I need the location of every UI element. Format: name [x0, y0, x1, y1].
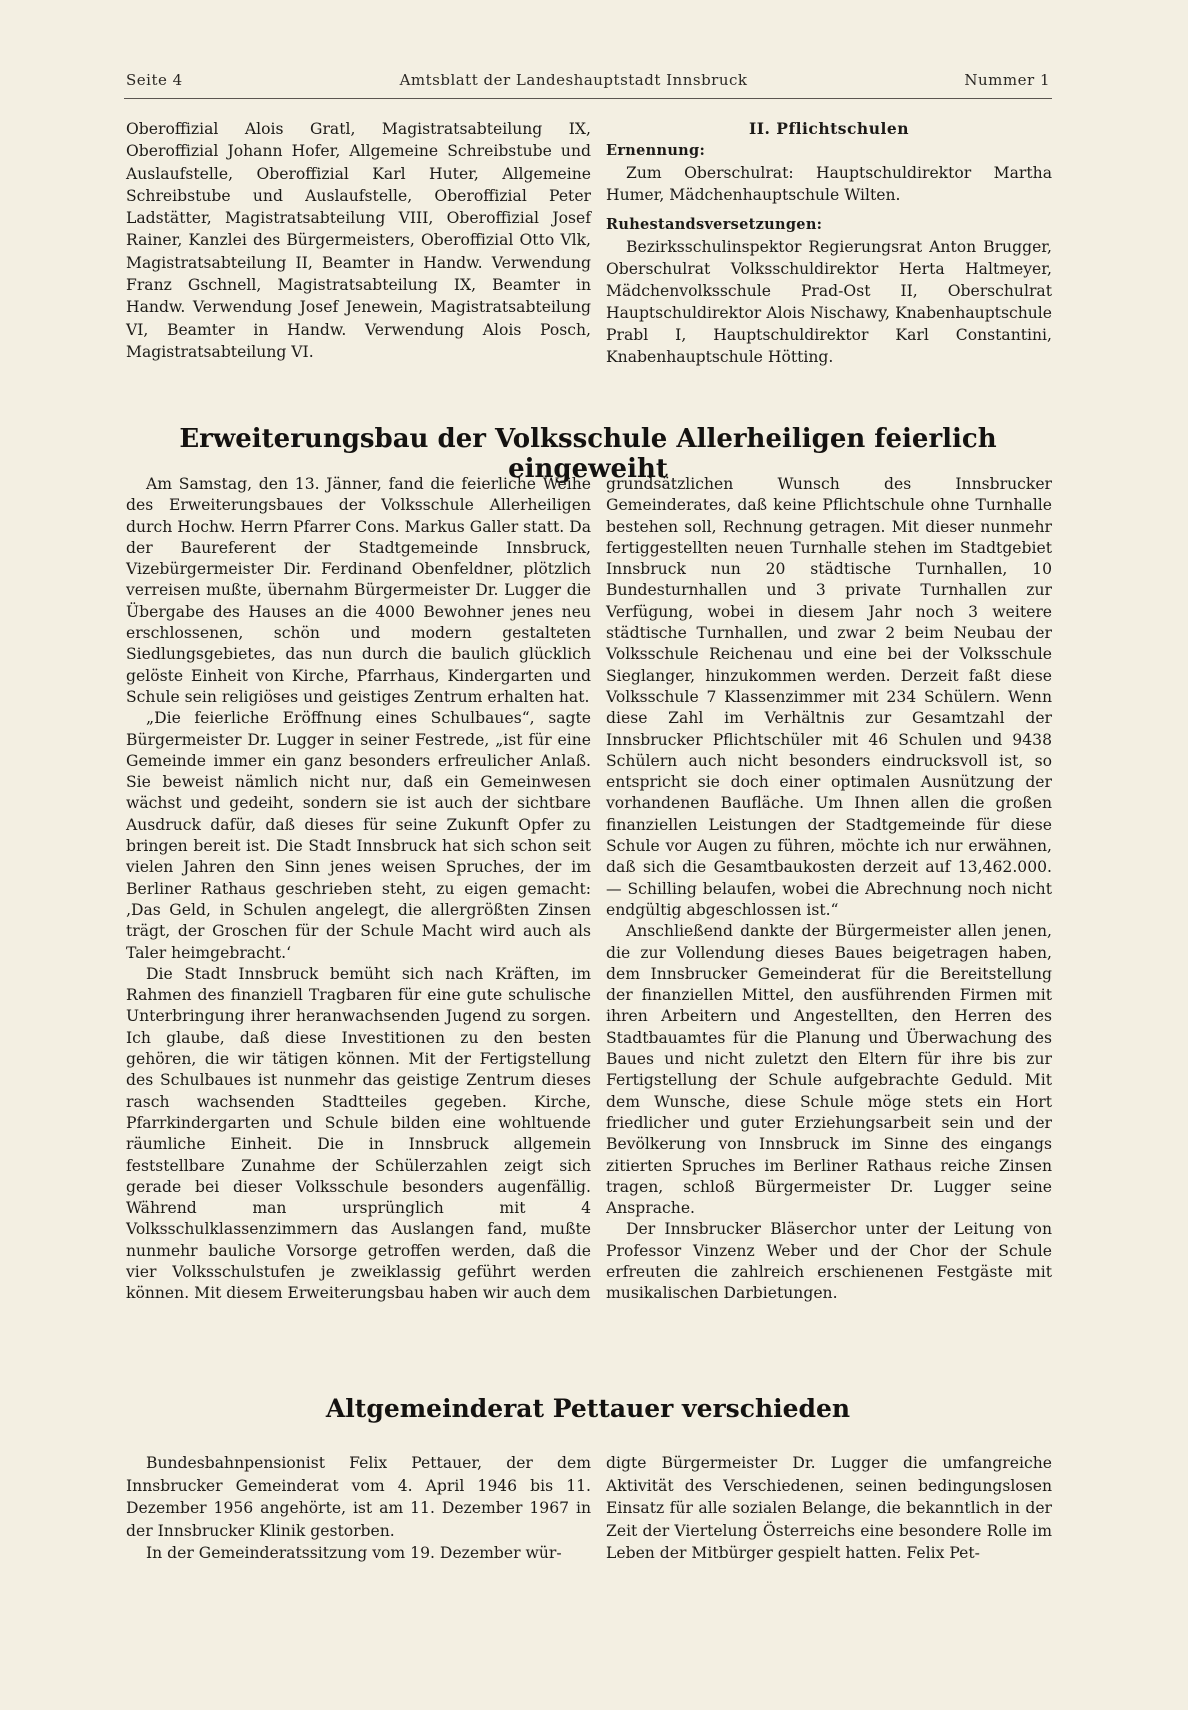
- section-title: II. Pflichtschulen: [749, 119, 909, 138]
- article2-headline: Altgemeinderat Pettauer verschieden: [325, 1394, 851, 1423]
- appointment-heading: Ernennung:: [606, 142, 706, 159]
- article1-paragraph: grundsätzlichen Wunsch des Innsbrucker Gemeinderates, daß keine Pflichtschule ohne Turnhalle bestehen soll, Rechnung getragen. Mit dieser nunmehr fertiggestellten neuen Turnhalle stehen im Stadtgebiet Innsbruck nun 20 städtische Turnhallen, 10 Bundesturnhallen und 3 private Turnhallen zur Verfügung, wobei in diesem Jahr noch 3 weitere städtische Turnhallen, und zwar 2 beim Neubau der Volksschule Reichenau und eine bei der Volksschule Sieglanger, hinzukommen werden. Derzeit faßt diese Volksschule 7 Klassenzimmer mit 234 Schülern. Wenn diese Zahl im Verhältnis zur Gesamtzahl der Innsbrucker Pflichtschüler mit 46 Schulen und 9438 Schülern auch nicht besonders eindrucksvoll ist, so entspricht sie doch einer optimalen Ausnützung der vorhandenen Baufläche. Um Ihnen allen die großen finanziellen Leistungen der Stadtgemeinde für diese Schule vor Augen zu führen, möchte ich nur erwähnen, daß sich die Gesamtbaukosten derzeit auf 13,462.000.— Schilling belaufen, wobei die Abrechnung noch nicht endgültig abgeschlossen ist.“: [606, 475, 1052, 919]
- publication-title: Amtsblatt der Landeshauptstadt Innsbruck: [399, 71, 748, 89]
- issue-number: Nummer 1: [964, 71, 1050, 89]
- article2-paragraph: Bundesbahnpensionist Felix Pettauer, der dem Innsbrucker Gemeinderat vom 4. April 1946 bis 11. Dezember 1956 angehörte, ist am 11. Dezember 1967 in der Innsbrucker Klinik gestorben.: [126, 1454, 591, 1540]
- retirement-text: Bezirksschulinspektor Regierungsrat Anton Brugger, Oberschulrat Volksschuldirektor Herta Haltmeyer, Mädchenvolksschule Prad-Ost II, Oberschulrat Hauptschuldirektor Alois Nischawy, Knabenhauptschule Prabl I, Hauptschuldirektor Karl Constantini, Knabenhauptschule Hötting.: [606, 238, 1052, 366]
- article1-right-column: [606, 474, 1052, 1305]
- article1-headline: Erweiterungsbau der Volksschule Allerheiligen feierlich eingeweiht: [179, 424, 997, 484]
- article2-paragraph: In der Gemeinderatssitzung vom 19. Dezember wür-: [146, 1544, 562, 1562]
- page-header: [126, 71, 1050, 89]
- top-right-column: [606, 118, 1052, 368]
- retirement-heading: Ruhestandsversetzungen:: [606, 216, 823, 233]
- header-rule: [124, 98, 1052, 99]
- article1-paragraph: „Die feierliche Eröffnung eines Schulbaues“, sagte Bürgermeister Dr. Lugger in seiner Festrede, „ist für eine Gemeinde immer ein ganz besonders erfreulicher Anlaß. Sie beweist nämlich nicht nur, daß ein Gemeinwesen wächst und gedeiht, sondern sie ist auch der sichtbare Ausdruck dafür, daß dieses für seine Zukunft Opfer zu bringen bereit ist. Die Stadt Innsbruck hat sich schon seit vielen Jahren den Sinn jenes weisen Spruches, der im Berliner Rathaus geschrieben steht, zu eigen gemacht: ‚Das Geld, in Schulen angelegt, die allergrößten Zinsen trägt, der Groschen für der Schule Macht wird auch als Taler heimgebracht.‘: [126, 709, 591, 962]
- article1-paragraph: Am Samstag, den 13. Jänner, fand die feierliche Weihe des Erweiterungsbaues der Volksschule Allerheiligen durch Hochw. Herrn Pfarrer Cons. Markus Galler statt. Da der Baureferent der Stadtgemeinde Innsbruck, Vizebürgermeister Dir. Ferdinand Obenfeldner, plötzlich verreisen mußte, übernahm Bürgermeister Dr. Lugger die Übergabe des Hauses an die 4000 Bewohner jenes neu erschlossenen, schön und modern gestalteten Siedlungsgebietes, das nun durch die baulich glücklich gelöste Einheit von Kirche, Pfarrhaus, Kindergarten und Schule sein religiöses und geistiges Zentrum erhalten hat.: [126, 475, 591, 706]
- article2-paragraph: digte Bürgermeister Dr. Lugger die umfangreiche Aktivität des Verschiedenen, seinen bedingungslosen Einsatz für alle sozialen Belange, die bekanntlich in der Zeit der Viertelung Österreichs eine besondere Rolle im Leben der Mitbürger gespielt hatten. Felix Pet-: [606, 1454, 1052, 1562]
- article1-paragraph: Die Stadt Innsbruck bemüht sich nach Kräften, im Rahmen des finanziell Tragbaren für eine gute schulische Unterbringung ihrer heranwachsenden Jugend zu sorgen. Ich glaube, daß diese Investitionen zu den besten gehören, die wir tätigen können. Mit der Fertigstellung des Schulbaues ist nunmehr das geistige Zentrum dieses rasch wachsenden Stadtteiles gegeben. Kirche, Pfarrkindergarten und Schule bilden eine wohltuende räumliche Einheit. Die in Innsbruck allgemein feststellbare Zunahme der Schülerzahlen zeigt sich gerade bei dieser Volksschule besonders augenfällig. Während man ursprünglich mit 4 Volksschulklassenzimmern das Auslangen fand, mußte nunmehr bauliche Vorsorge getroffen werden, daß die vier Volksschulstufen je zweiklassig geführt werden können. Mit diesem Erweiterungsbau haben wir auch dem: [126, 964, 591, 1303]
- personnel-list: Oberoffizial Alois Gratl, Magistratsabteilung IX, Oberoffizial Johann Hofer, Allgemeine Schreibstube und Auslaufstelle, Oberoffizial Karl Huter, Allgemeine Schreibstube und Auslaufstelle, Oberoffizial Peter Ladstätter, Magistratsabteilung VIII, Oberoffizial Josef Rainer, Kanzlei des Bürgermeisters, Oberoffizial Otto Vlk, Magistratsabteilung II, Beamter in Handw. Verwendung Franz Gschnell, Magistratsabteilung IX, Beamter in Handw. Verwendung Josef Jenewein, Magistratsabteilung VI, Beamter in Handw. Verwendung Alois Posch, Magistratsabteilung VI.: [126, 120, 591, 361]
- article1-paragraph: Der Innsbrucker Bläserchor unter der Leitung von Professor Vinzenz Weber und der Chor der Schule erfreuten die zahlreich erschienenen Festgäste mit musikalischen Darbietungen.: [606, 1220, 1052, 1303]
- article1-paragraph: Anschließend dankte der Bürgermeister allen jenen, die zur Vollendung dieses Baues beigetragen haben, dem Innsbrucker Gemeinderat für die Bereitstellung der finanziellen Mittel, den ausführenden Firmen mit ihren Arbeitern und Angestellten, den Herren des Stadtbauamtes für die Planung und Überwachung des Baues und nicht zuletzt den Eltern für ihre bis zur Fertigstellung der Schule aufgebrachte Geduld. Mit dem Wunsche, diese Schule möge stets ein Hort friedlicher und guter Erziehungsarbeit sein und der Bevölkerung von Innsbruck im Sinne des eingangs zitierten Spruches im Berliner Rathaus reiche Zinsen tragen, schloß Bürgermeister Dr. Lugger seine Ansprache.: [606, 922, 1052, 1218]
- article2-left-column: [126, 1452, 591, 1565]
- top-left-column: [126, 118, 591, 363]
- page-number: Seite 4: [126, 71, 183, 89]
- appointment-text: Zum Oberschulrat: Hauptschuldirektor Martha Humer, Mädchenhauptschule Wilten.: [606, 164, 1052, 204]
- article2-right-column: [606, 1452, 1052, 1565]
- article1-left-column: [126, 474, 591, 1305]
